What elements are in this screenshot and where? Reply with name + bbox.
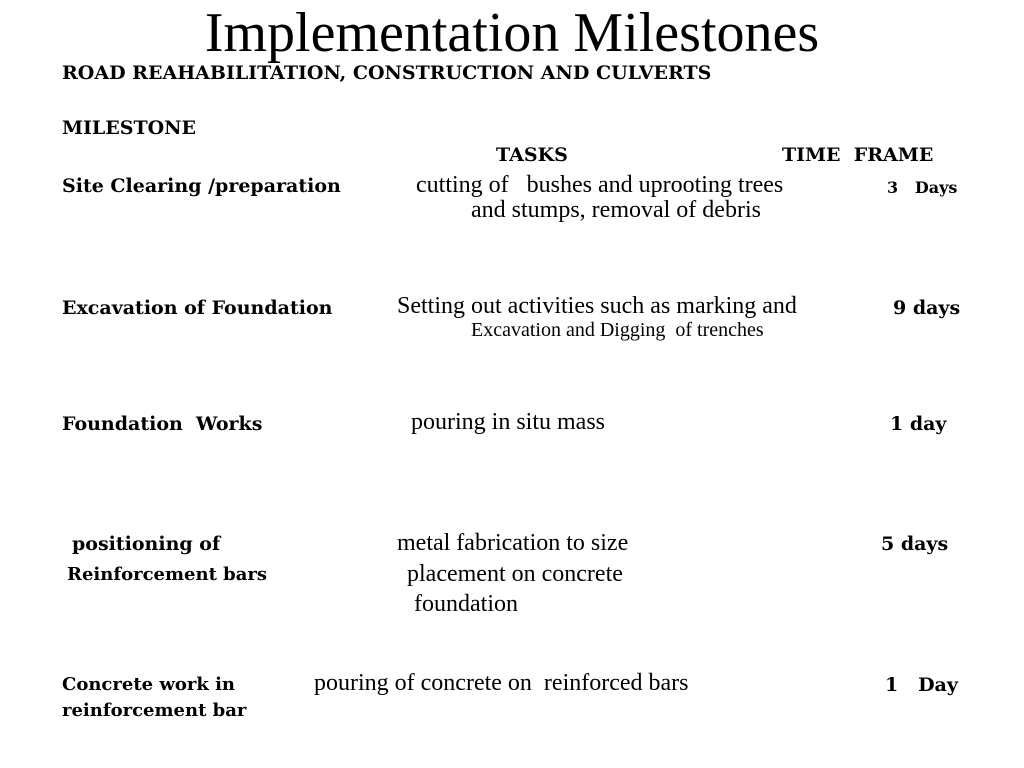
task-site-clearing-line2: and stumps, removal of debris [471,197,761,223]
time-reinforcement: 5 days [881,533,949,555]
milestone-column-header: MILESTONE [62,117,197,139]
milestone-excavation: Excavation of Foundation [62,297,333,319]
milestone-foundation-works: Foundation Works [62,413,263,435]
time-frame-column-header: TIME FRAME [782,144,934,166]
slide-subtitle: ROAD REAHABILITATION, CONSTRUCTION AND CULVERTS [62,62,712,84]
slide-title: Implementation Milestones [204,2,820,64]
task-site-clearing-line1: cutting of bushes and uprooting trees [416,172,784,198]
task-foundation-works: pouring in situ mass [411,409,606,435]
milestone-concrete-work-line1: Concrete work in [62,674,235,695]
task-concrete-work: pouring of concrete on reinforced bars [314,670,689,696]
time-excavation: 9 days [893,297,961,319]
task-excavation-line1: Setting out activities such as marking and [397,293,797,319]
milestone-reinforcement-line1: positioning of [72,533,221,555]
time-site-clearing: 3 Days [887,178,958,197]
task-excavation-line2: Excavation and Digging of trenches [471,319,764,341]
task-reinforcement-line2: placement on concrete [407,561,623,587]
milestone-site-clearing: Site Clearing /preparation [62,175,341,197]
task-reinforcement-line1: metal fabrication to size [397,530,629,556]
milestone-reinforcement-line2: Reinforcement bars [67,564,268,585]
task-reinforcement-line3: foundation [414,591,518,617]
tasks-column-header: TASKS [496,144,568,166]
time-concrete-work: 1 Day [885,674,958,696]
milestone-concrete-work-line2: reinforcement bar [62,700,247,721]
time-foundation-works: 1 day [890,413,947,435]
